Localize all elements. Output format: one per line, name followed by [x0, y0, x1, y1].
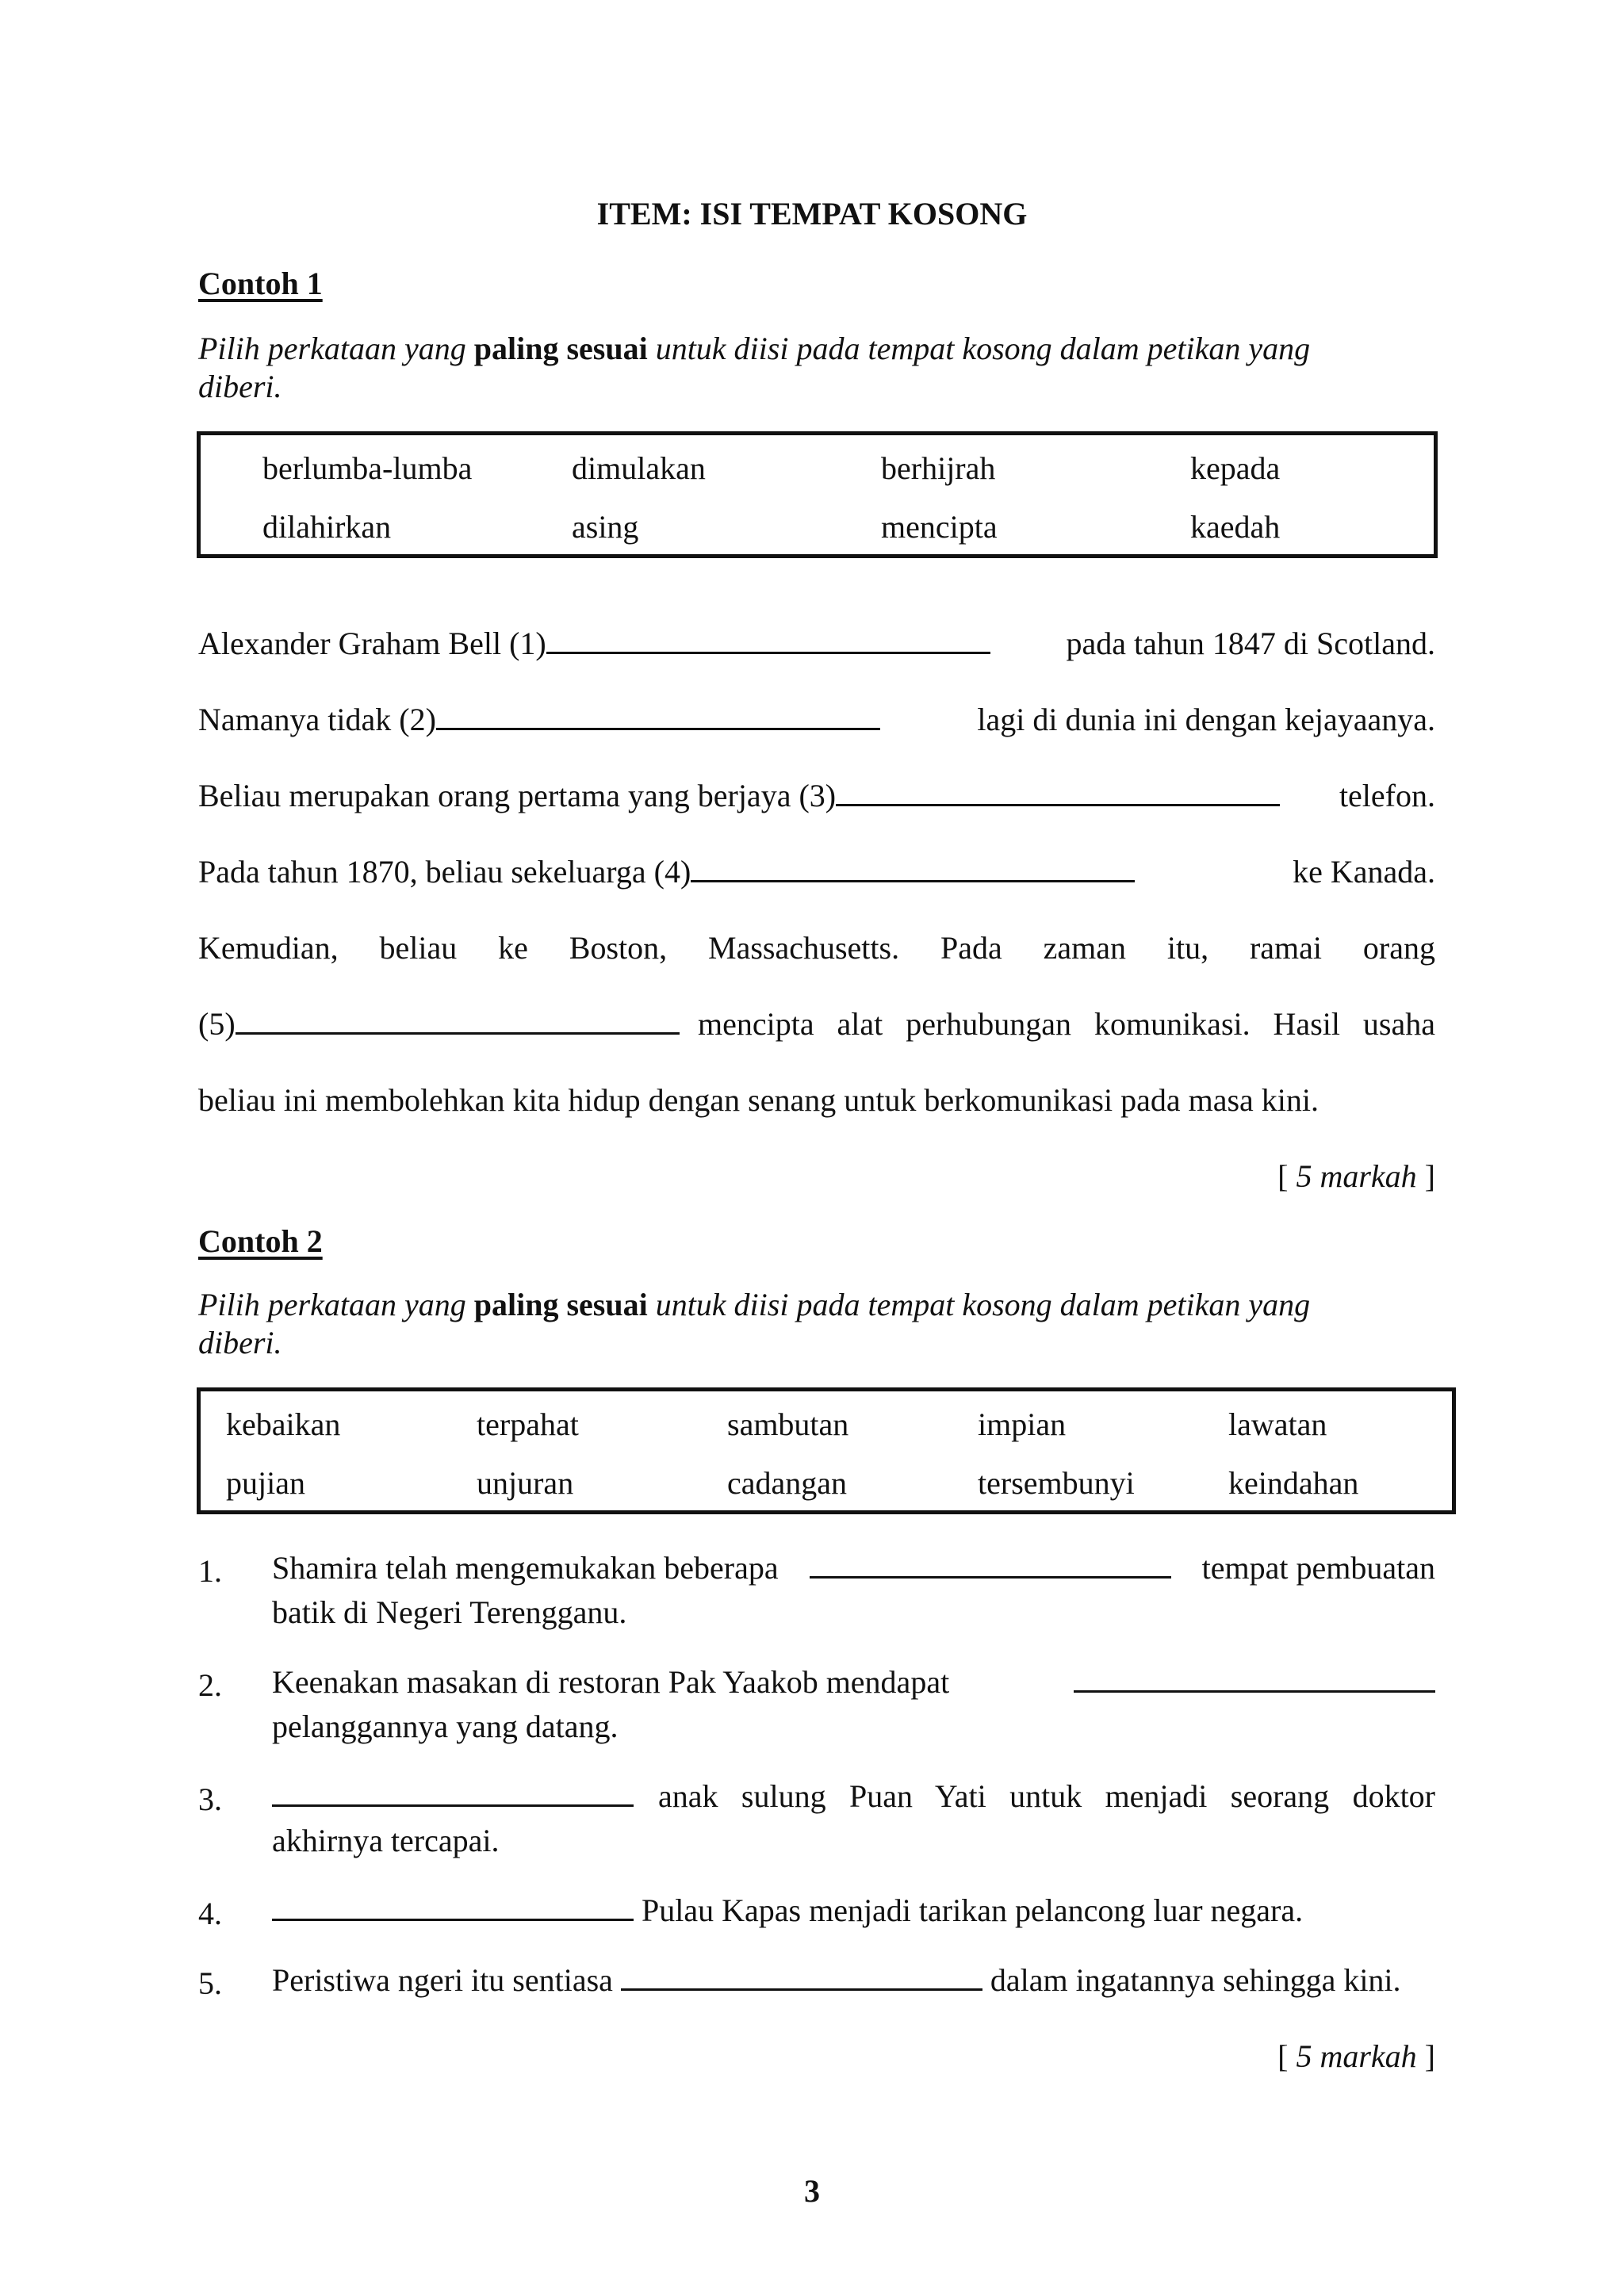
word-option: keindahan: [1228, 1465, 1359, 1501]
word-option: mencipta: [881, 509, 998, 545]
passage-text: Kemudian, beliau ke Boston, Massachusetts. Pada zaman itu, ramai orang: [198, 930, 1435, 966]
question-text: tempat pembuatan: [1201, 1550, 1435, 1586]
word-option: dilahirkan: [262, 509, 392, 545]
instruction-pre: Pilih perkataan yang: [198, 1287, 466, 1322]
passage-line: [198, 1005, 1435, 1043]
passage-line: [198, 929, 1435, 966]
passage-line: [198, 853, 1435, 890]
marks-text: 5 markah: [1296, 1158, 1417, 1194]
word-option: kepada: [1190, 450, 1281, 486]
word-option: lawatan: [1228, 1406, 1327, 1442]
word-option: asing: [572, 509, 639, 545]
blank-q2[interactable]: [1074, 1663, 1435, 1693]
example1-instruction: [198, 330, 1435, 406]
example2-instruction: [198, 1286, 1435, 1362]
question-number: 2.: [198, 1667, 222, 1703]
passage-text: Pada tahun 1870, beliau sekeluarga (4): [198, 854, 691, 890]
marks-bracket: ]: [1424, 1158, 1435, 1194]
marks-text: 5 markah: [1296, 2038, 1417, 2074]
passage-text: mencipta alat perhubungan komunikasi. Hasil usaha: [698, 1006, 1435, 1042]
marks-bracket: [: [1277, 2038, 1289, 2074]
question-text: Shamira telah mengemukakan beberapa: [272, 1550, 779, 1586]
question-text: pelanggannya yang datang.: [272, 1709, 619, 1744]
word-option: unjuran: [477, 1465, 574, 1501]
question-1: [272, 1546, 1435, 1635]
instruction-post: untuk diisi pada tempat kosong dalam petikan yang: [655, 1287, 1311, 1322]
example2-heading: Contoh 2: [198, 1223, 323, 1259]
passage-text: beliau ini membolehkan kita hidup dengan senang untuk berkomunikasi pada masa kini.: [198, 1082, 1320, 1118]
example1-marks: [1277, 1158, 1435, 1195]
question-number: 4.: [198, 1896, 222, 1931]
word-option: impian: [978, 1406, 1067, 1442]
word-option: kebaikan: [226, 1406, 341, 1442]
page-title: ITEM: ISI TEMPAT KOSONG: [596, 196, 1028, 232]
passage-text: telefon.: [1339, 778, 1435, 813]
blank-3[interactable]: [836, 777, 1280, 806]
passage-text: ke Kanada.: [1293, 854, 1435, 890]
passage-line: [198, 701, 1435, 738]
question-4: [272, 1888, 1435, 1933]
instruction-bold: paling sesuai: [473, 331, 648, 366]
question-number: 5.: [198, 1965, 222, 2001]
instruction-post-line2: diberi.: [198, 369, 282, 404]
passage-line: [198, 625, 1435, 662]
question-number: 3.: [198, 1781, 222, 1817]
instruction-pre: Pilih perkataan yang: [198, 331, 466, 366]
question-text: Pulau Kapas menjadi tarikan pelancong luar negara.: [642, 1892, 1304, 1928]
question-text: Peristiwa ngeri itu sentiasa: [272, 1962, 613, 1998]
blank-1[interactable]: [546, 625, 990, 654]
passage-text: (5): [198, 1006, 236, 1042]
instruction-post-line2: diberi.: [198, 1325, 282, 1360]
word-option: terpahat: [477, 1406, 579, 1442]
blank-q4[interactable]: [272, 1892, 634, 1921]
blank-q3[interactable]: [272, 1777, 634, 1807]
passage-line: [198, 777, 1435, 814]
question-text: anak sulung Puan Yati untuk menjadi seorang doktor: [658, 1778, 1435, 1814]
marks-bracket: ]: [1424, 2038, 1435, 2074]
question-text: batik di Negeri Terengganu.: [272, 1594, 627, 1630]
word-option: berlumba-lumba: [262, 450, 473, 486]
blank-4[interactable]: [691, 853, 1135, 882]
word-option: tersembunyi: [978, 1465, 1135, 1501]
question-number: 1.: [198, 1553, 222, 1589]
passage-text: pada tahun 1847 di Scotland.: [1066, 626, 1435, 661]
word-option: cadangan: [727, 1465, 848, 1501]
passage-text: Beliau merupakan orang pertama yang berjaya (3): [198, 778, 837, 813]
example2-word-box: [197, 1387, 1456, 1514]
question-text: akhirnya tercapai.: [272, 1823, 500, 1858]
passage-line: [198, 1081, 1435, 1119]
blank-q1[interactable]: [810, 1549, 1171, 1578]
word-option: kaedah: [1190, 509, 1281, 545]
question-text: Keenakan masakan di restoran Pak Yaakob mendapat: [272, 1664, 950, 1700]
page-number: 3: [804, 2173, 820, 2209]
passage-text: Namanya tidak (2): [198, 702, 436, 737]
question-2: [272, 1660, 1435, 1749]
question-text: dalam ingatannya sehingga kini.: [990, 1962, 1401, 1998]
word-option: berhijrah: [881, 450, 996, 486]
marks-bracket: [: [1277, 1158, 1289, 1194]
word-option: sambutan: [727, 1406, 849, 1442]
example1-heading: Contoh 1: [198, 266, 323, 301]
question-3: [272, 1774, 1435, 1863]
passage-text: Alexander Graham Bell (1): [198, 626, 546, 661]
word-option: dimulakan: [572, 450, 706, 486]
passage-text: lagi di dunia ini dengan kejayaanya.: [977, 702, 1435, 737]
example1-word-box: [197, 431, 1438, 558]
instruction-bold: paling sesuai: [473, 1287, 648, 1322]
instruction-post: untuk diisi pada tempat kosong dalam petikan yang: [655, 331, 1311, 366]
blank-q5[interactable]: [621, 1961, 982, 1991]
blank-5[interactable]: [236, 1005, 680, 1035]
question-5: [272, 1958, 1435, 2003]
example2-marks: [1277, 2038, 1435, 2075]
blank-2[interactable]: [436, 701, 880, 730]
word-option: pujian: [226, 1465, 305, 1501]
